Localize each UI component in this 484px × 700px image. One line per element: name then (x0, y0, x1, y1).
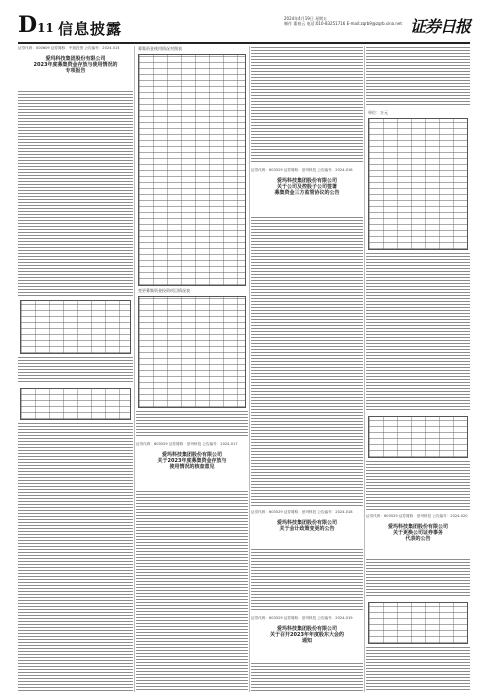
notice-header: 证券代码：603529 证券简称：爱玛科技 公告编号：2024-019 爱玛科技集团股份有限公司 关于召开2023年年度股东大会的 通知 (251, 616, 363, 658)
table-label: 变更募集资金投资项目情况表 (138, 288, 246, 293)
notice-header: 证券代码：000609 证券简称：中迪投资 公告编号：2024-015 爱玛科技集团股份有限公司 2023年度募集资金存放与使用情况的 专项报告 (18, 46, 133, 88)
data-table (368, 602, 468, 644)
table-label: 单位：万元 (368, 110, 468, 115)
column-4 (366, 46, 470, 692)
body-text (366, 46, 470, 106)
data-table (20, 388, 131, 420)
issue-info: 2024年4月19日 星期五 制作 董春云 电话:010-83251716 E-mail:zqrb9@zqrb.sina.net (284, 16, 402, 26)
data-table (20, 300, 131, 354)
table-label: 募集资金使用情况对照表 (138, 46, 246, 51)
body-text (18, 422, 133, 692)
column-divider (134, 46, 135, 692)
body-text (366, 646, 470, 692)
data-table (368, 416, 468, 458)
body-text (18, 90, 133, 296)
body-text (136, 490, 248, 692)
body-text (18, 356, 133, 384)
column-divider (364, 46, 365, 692)
notice-header: 证券代码：603529 证券简称：爱玛科技 公告编号：2024-016 爱玛科技集团股份有限公司 关于公司及控股子公司签署 募集资金三方监管协议的公告 (251, 168, 363, 212)
body-text (251, 216, 363, 506)
data-table (138, 54, 246, 286)
body-text (366, 460, 470, 510)
notice-header: 证券代码：603529 证券简称：爱玛科技 公告编号：2024-017 爱玛科技集团股份有限公司 关于2023年度募集资金存放与 使用情况的核查意见 (136, 442, 248, 486)
notice-header: 证券代码：603529 证券简称：爱玛科技 公告编号：2024-018 爱玛科技集团股份有限公司 关于会计政策变更的公告 (251, 510, 363, 544)
data-table (138, 296, 246, 408)
section-title: 信息披露 (58, 20, 123, 38)
newspaper-logo: 证券日报 (409, 17, 470, 36)
column-2 (136, 46, 248, 692)
column-1 (18, 46, 133, 692)
body-text (251, 548, 363, 612)
body-text (136, 410, 248, 438)
page-number: D11 (18, 12, 54, 38)
column-3 (251, 46, 363, 692)
notice-header: 证券代码：603529 证券简称：爱玛科技 公告编号：2024-020 爱玛科技集团股份有限公司 关于更换公司证券事务 代表的公告 (366, 514, 470, 554)
masthead (18, 14, 470, 40)
body-text (366, 558, 470, 598)
data-table (368, 118, 468, 250)
body-text (251, 46, 363, 164)
body-text (366, 252, 470, 412)
masthead-rule (18, 42, 470, 44)
column-divider (249, 46, 250, 692)
body-text (251, 662, 363, 692)
